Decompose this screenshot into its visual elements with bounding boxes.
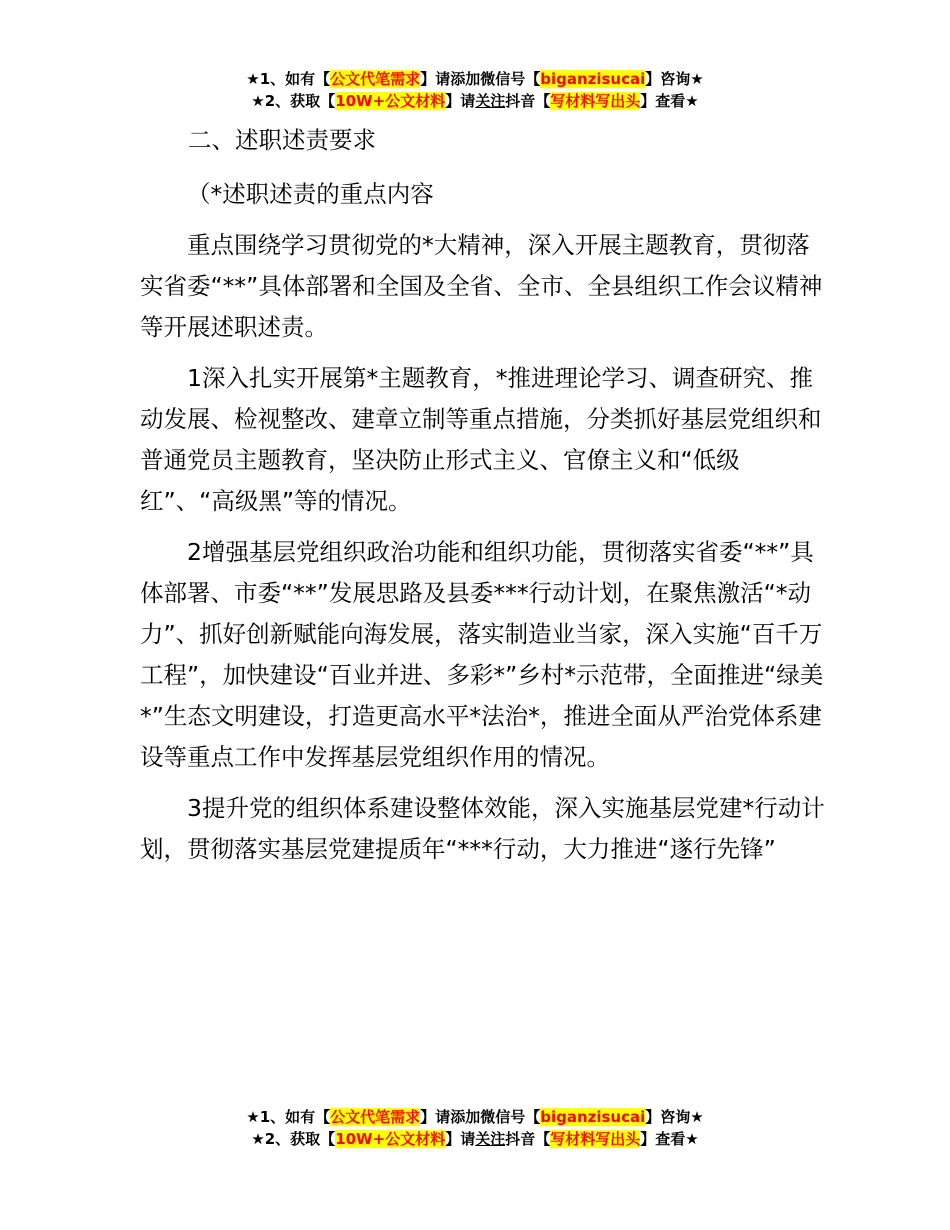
body-paragraph: 3提升党的组织体系建设整体效能，深入实施基层党建*行动计划，贯彻落实基层党建提质年“***行动，大力推进“遂行先锋”: [140, 794, 825, 863]
banner-text: 】请: [445, 1130, 476, 1148]
underlined-text: 关注: [475, 92, 506, 110]
banner-text: 】请添加微信号【: [420, 1108, 541, 1126]
banner-text: 】请: [445, 92, 476, 110]
banner-text: ★1、如有【: [246, 70, 331, 88]
header-banner: [0, 68, 950, 112]
highlight-text: 10W+公文材料: [335, 1130, 446, 1148]
banner-text: 】请添加微信号【: [420, 70, 541, 88]
banner-line-1: [0, 68, 950, 90]
banner-text: ★2、获取【: [251, 92, 336, 110]
douyin-account-highlight: 写材料写出头: [550, 1130, 641, 1148]
section-subheading: （*述职述责的重点内容: [187, 180, 434, 208]
banner-text: 】查看★: [640, 92, 699, 110]
highlight-text: 10W+公文材料: [335, 92, 446, 110]
banner-text: 抖音【: [505, 1130, 551, 1148]
banner-text: 】咨询★: [645, 1108, 704, 1126]
douyin-account-highlight: 写材料写出头: [550, 92, 641, 110]
body-paragraph: 2增强基层党组织政治功能和组织功能，贯彻落实省委“**”具体部署、市委“**”发展思路及县委***行动计划，在聚焦激活“*动力”、抓好创新赋能向海发展，落实制造业当家，深入实施“百千万工程”，加快建设“百业并进、多彩*”乡村*示范带，全面推进“绿美*”生态文明建设，打造更高水平*法治*，推进全面从严治党体系建设等重点工作中发挥基层党组织作用的情况。: [140, 538, 824, 771]
banner-line-2: [0, 1128, 950, 1150]
highlight-text: 公文代笔需求: [330, 70, 421, 88]
wechat-id-highlight: biganzisucai: [540, 1108, 646, 1126]
document-body: [140, 120, 830, 880]
body-paragraph: 1深入扎实开展第*主题教育，*推进理论学习、调查研究、推动发展、检视整改、建章立制等重点措施，分类抓好基层党组织和普通党员主题教育，坚决防止形式主义、官僚主义和“低级红”、“高级黑”等的情况。: [140, 364, 822, 515]
banner-text: ★1、如有【: [246, 1108, 331, 1126]
banner-text: 】咨询★: [645, 70, 704, 88]
banner-text: 】查看★: [640, 1130, 699, 1148]
footer-banner: [0, 1106, 950, 1150]
highlight-text: 公文代笔需求: [330, 1108, 421, 1126]
underlined-text: 关注: [475, 1130, 506, 1148]
section-heading: 二、述职述责要求: [188, 126, 376, 154]
banner-line-2: [0, 90, 950, 112]
body-paragraph: 重点围绕学习贯彻党的*大精神，深入开展主题教育，贯彻落实省委“**”具体部署和全国及全省、全市、全县组织工作会议精神等开展述职述责。: [140, 231, 823, 341]
wechat-id-highlight: biganzisucai: [540, 70, 646, 88]
banner-line-1: [0, 1106, 950, 1128]
banner-text: ★2、获取【: [251, 1130, 336, 1148]
banner-text: 抖音【: [505, 92, 551, 110]
